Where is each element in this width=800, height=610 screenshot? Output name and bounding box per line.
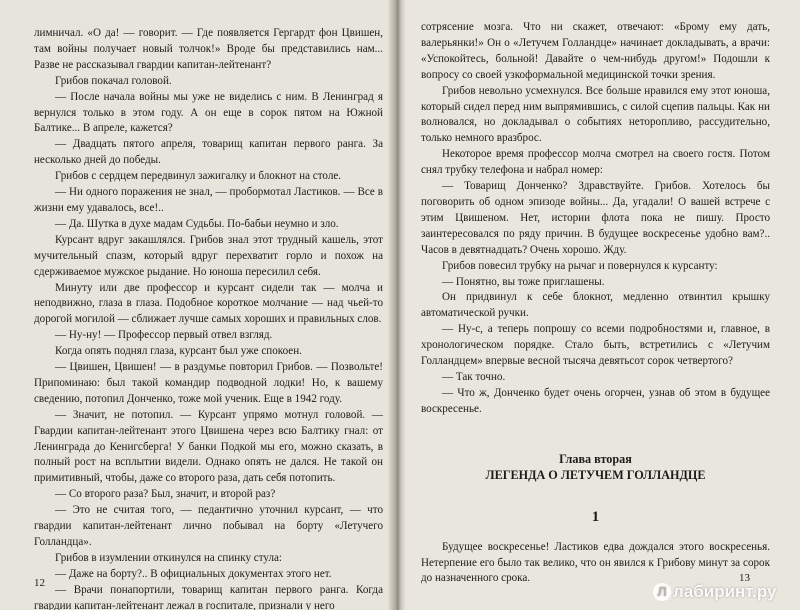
paragraph: — Ну-с, а теперь попрошу со всеми подробностями и, главное, в хронологическом порядке. Стало быть, встретились с «Летучим Голландцем» впервые весной тысяча девятьсот сорок четвертого? (421, 323, 770, 368)
left-page (0, 0, 397, 610)
right-page-text (421, 20, 770, 418)
paragraph: Грибов невольно усмехнулся. Все больше нравился ему этот юноша, который сидел перед ним выпрямившись, с силой сцепив пальцы. Как ни волновался, но докладывал о событиях неторопливо, рассудительно, только немного вразброс. (421, 84, 770, 145)
paragraph: — Понятно, вы тоже приглашены. (442, 275, 605, 288)
watermark-logo (653, 577, 776, 607)
paragraph: Он придвинул к себе блокнот, медленно отвинтил крышку автоматической ручки. (421, 291, 770, 320)
paragraph: — После начала войны мы уже не виделись с ним. В Ленинград я вернулся только в этом году. А он еще в сорок пятом на Южной Балтике... В апреле, кажется? (34, 90, 383, 135)
paragraph: лимничал. «О да! — говорит. — Где появляется Гергардт фон Цвишен, там войны получает новый толчок!» Вроде бы представились нам... Разве не рассказывал гвардии капитан-лейтенант? (34, 27, 383, 71)
chapter-title: ЛЕГЕНДА О ЛЕТУЧЕМ ГОЛЛАНДЦЕ (485, 467, 706, 482)
paragraph: — Даже на борту?.. В официальных документах этого нет. (55, 567, 332, 580)
paragraph: — Да. Шутка в духе мадам Судьбы. По-бабьи неумно и зло. (55, 217, 339, 230)
paragraph: — Со второго раза? Был, значит, и второй раз? (55, 488, 276, 501)
paragraph: — Ни одного поражения не знал, — пробормотал Ластиков. — Все в жизни ему удавалось, все!.. (34, 186, 383, 214)
paragraph: Будущее воскресенье! Ластиков едва дождался этого воскресенья. Нетерпение его было так велико, что он явился к Грибову минут за сорок до назначенного срока. (421, 540, 770, 585)
paragraph: — Значит, не потопил. — Курсант упрямо мотнул головой. — Гвардии капитан-лейтенант этого Цвишена через всю Балтику гнал: от Ленинграда до Кенигсберга! У банки Подкой мы его, можно сказать, в полный рост на всплытии видели. Однако опять не дался. Не такой он примитивный, чтобы, даже со второго раза, дать себя потопить. (34, 408, 383, 485)
paragraph: Грибов в изумлении откинулся на спинку стула: (55, 551, 283, 564)
paragraph: — Что ж, Донченко будет очень огорчен, узнав об этом в будущее воскресенье. (421, 386, 770, 415)
book-spine-gutter (388, 0, 406, 610)
paragraph: Минуту или две профессор и курсант сидели так — молча и неподвижно, глаза в глаза. Подобное короткое молчание — над чьей-то дорогой могилой — сближает лучше самых хороших и правильных слов. (34, 281, 383, 326)
paragraph: Курсант вдруг закашлялся. Грибов знал этот трудный кашель, этот мучительный спазм, который вдруг перехватит горло и похож на сдерживаемое мужское рыдание. Но юноша пересилил себя. (34, 233, 383, 278)
paragraph: — Двадцать пятого апреля, товарищ капитан первого ранга. За несколько дней до победы. (34, 138, 383, 167)
paragraph: — Товарищ Донченко? Здравствуйте. Грибов. Хотелось бы поговорить об одном эпизоде войны... Да, угадали! О вашей встрече с этим Цвишеном. Нет, истории флота пока не пишу. Просто заинтересовался по ряду причин. В будущее воскресенье удобно вам?.. Часов в девятнадцать? Очень хорошо. Жду. (421, 180, 770, 256)
paragraph: Некоторое время профессор молча смотрел на своего гостя. Потом снял трубку телефона и набрал номер: (421, 148, 770, 177)
right-page (399, 0, 800, 610)
paragraph: — Врачи понапортили, товарищ капитан первого ранга. Когда гвардии капитан-лейтенант лежал в госпитале, признали у него (34, 583, 383, 610)
paragraph: Грибов с сердцем передвинул зажигалку и блокнот на столе. (55, 170, 342, 183)
paragraph: Грибов покачал головой. (55, 74, 172, 87)
page-number-right: 13 (739, 572, 750, 584)
chapter-label: Глава вторая (559, 451, 632, 466)
paragraph: — Цвишен, Цвишен! — в раздумье повторил Грибов. — Позвольте! Припоминаю: был такой командир подводной лодки! Но, к вашему сведению, потопил Донченко, тоже мой ученик. Еще в 1942 году. (34, 361, 383, 405)
paragraph: Когда опять поднял глаза, курсант был уже спокоен. (55, 345, 302, 358)
paragraph: — Это не считая того, — педантично уточнил курсант, — что гвардии капитан-лейтенант лично побывал на борту «Летучего Голландца». (34, 504, 383, 548)
paragraph: Грибов повесил трубку на рычаг и повернулся к курсанту: (442, 259, 718, 272)
paragraph: сотрясение мозга. Что ни скажет, отвечают: «Брому ему дать, валерьянки!» Он о «Летучем Голландце» начинает докладывать, а врачи: «Успокойтесь, больной! Давайте о чем-нибудь другом!» Подошли к вопросу со своей узкоформальной медицинской точки зрения. (421, 21, 770, 81)
watermark-text: лабиринт.ру (673, 582, 777, 601)
labirint-logo-icon: Л (653, 583, 671, 601)
paragraph: — Так точно. (442, 370, 506, 383)
page-number-left: 12 (34, 577, 45, 589)
paragraph: — Ну-ну! — Профессор первый отвел взгляд. (55, 329, 273, 342)
left-page-text (34, 26, 383, 610)
section-number: 1 (591, 508, 600, 525)
